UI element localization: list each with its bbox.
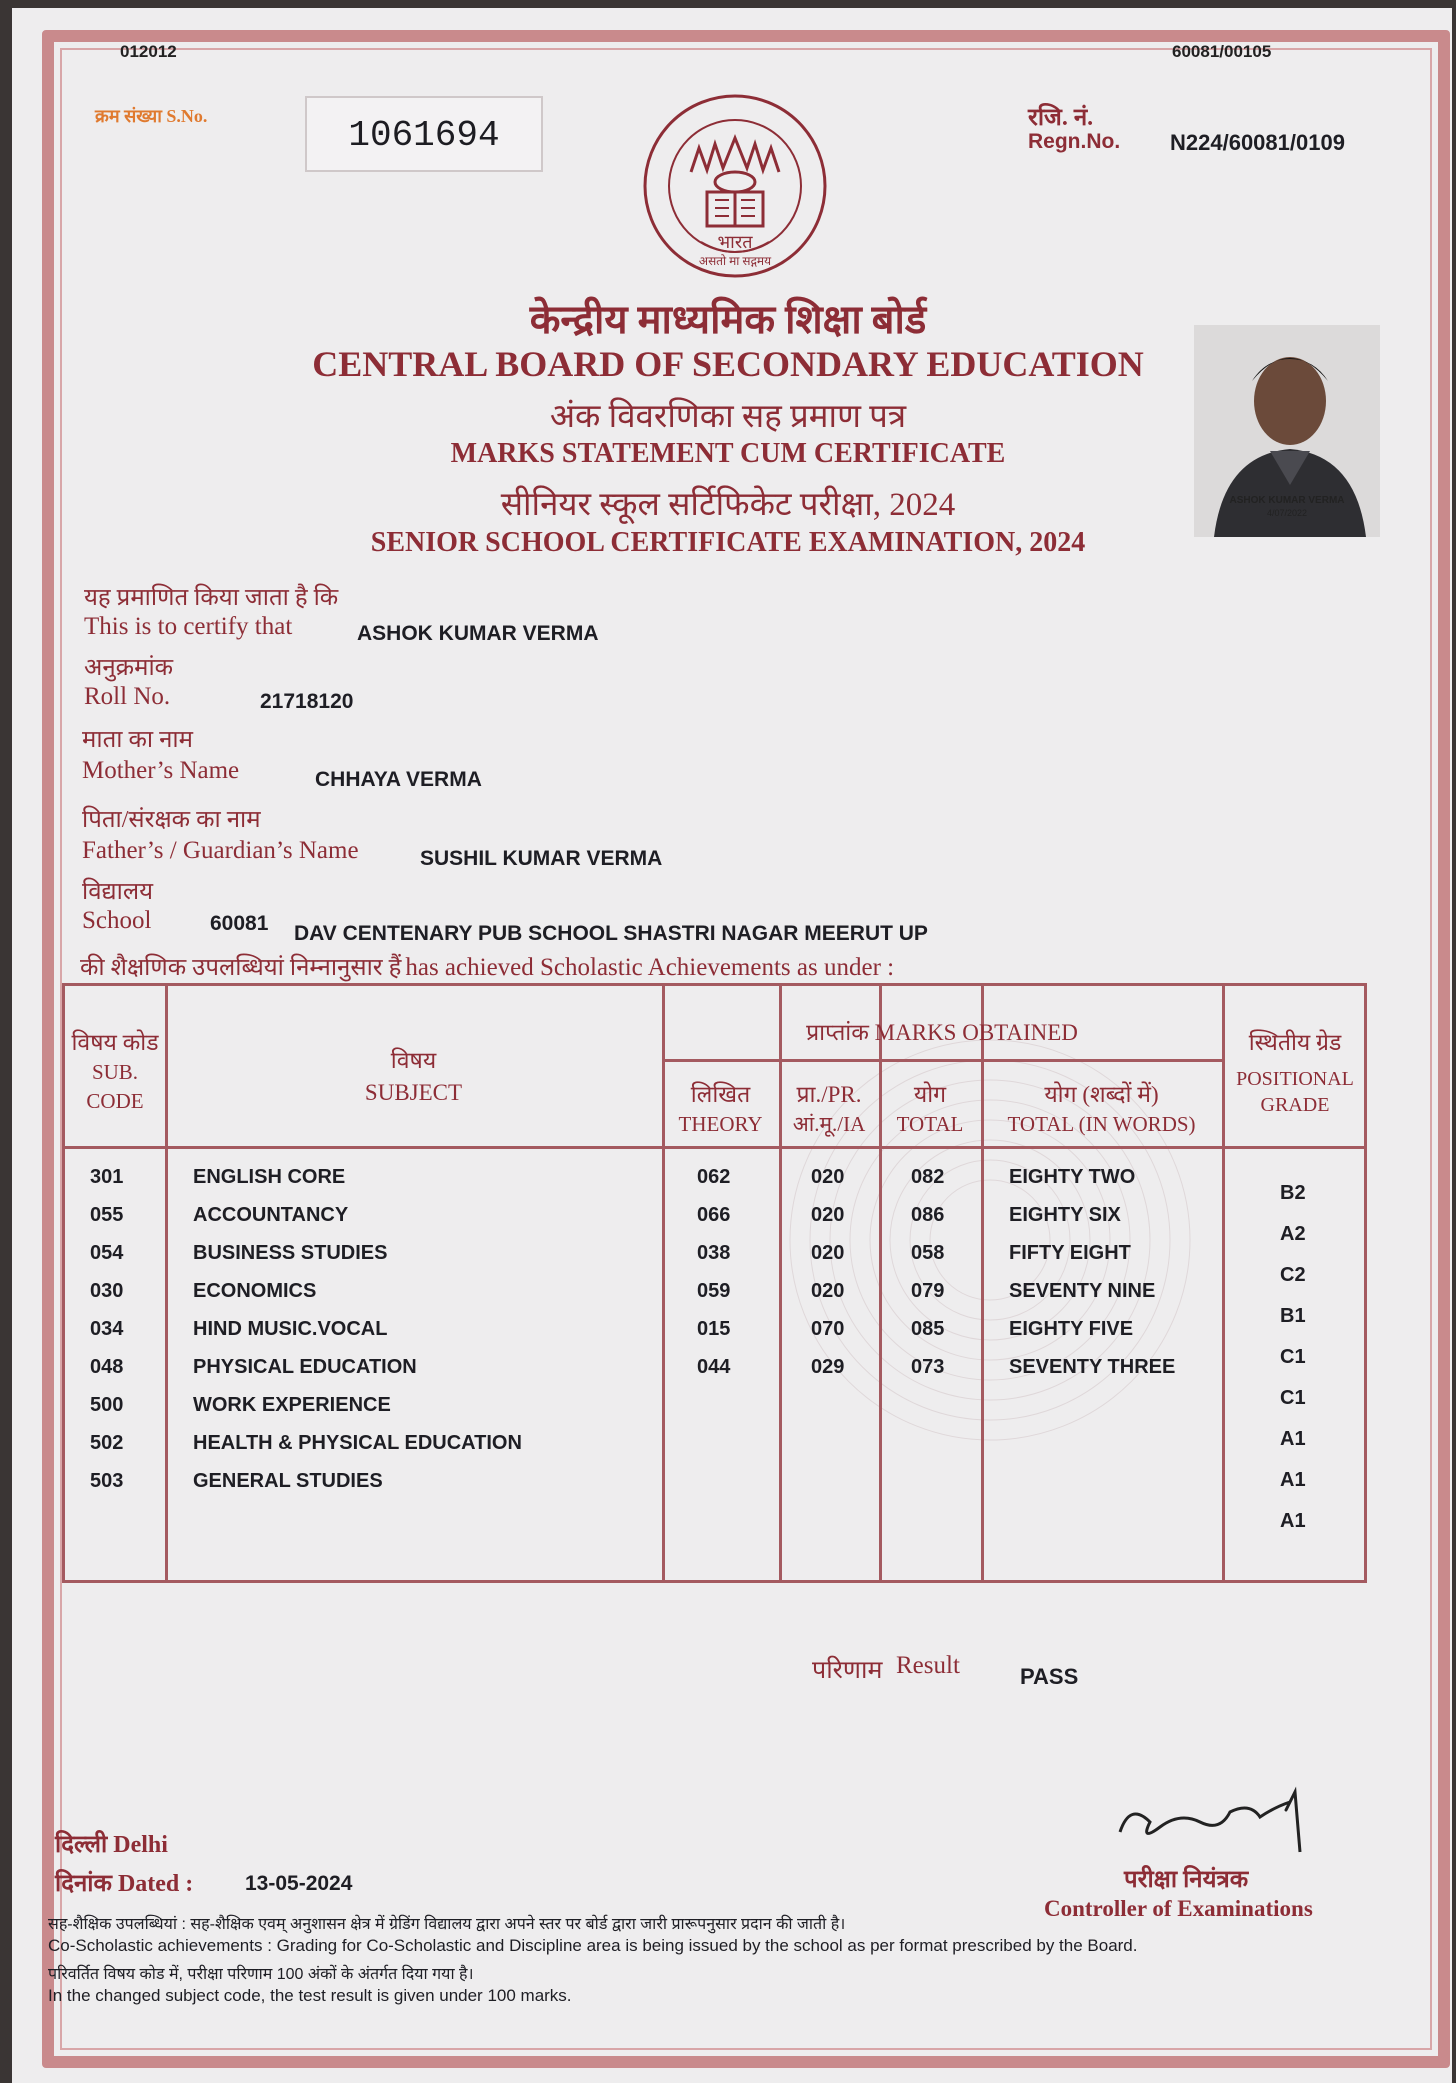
cell-grade: C1 [1280,1387,1306,1409]
board-name-hindi: केन्द्रीय माध्यमिक शिक्षा बोर्ड [529,297,927,342]
regn-label-en: Regn.No. [1028,130,1121,153]
serial-label: क्रम संख्या S.No. [95,106,208,126]
table-row [65,1432,1225,1462]
seal-text-bottom: भारत [717,232,753,252]
cell-theory: 015 [697,1318,731,1340]
cell-total: 058 [911,1242,945,1264]
cell-pr: 020 [811,1242,845,1264]
serial-number: 1061694 [305,96,543,172]
cell-grade: C1 [1280,1346,1306,1368]
mother-label-en: Mother’s Name [82,757,240,784]
table-row [65,1166,1225,1196]
cell-total: 086 [911,1204,945,1226]
cell-subject: ACCOUNTANCY [193,1204,349,1226]
place-en: Delhi [113,1832,168,1858]
cell-grade: B2 [1280,1182,1306,1204]
cell-words: SEVENTY NINE [1009,1280,1156,1302]
table-row [65,1242,1225,1272]
cell-code: 055 [90,1204,124,1226]
achieved-en: has achieved Scholastic Achievements as under : [405,954,895,981]
cell-code: 502 [90,1432,124,1454]
cell-pr: 020 [811,1280,845,1302]
cell-theory: 038 [697,1242,731,1264]
achieved-hi: की शैक्षणिक उपलब्धियां निम्नानुसार हैं [80,955,402,981]
table-row [65,1470,1225,1500]
roll-label-en: Roll No. [84,683,171,710]
board-name-english: CENTRAL BOARD OF SECONDARY EDUCATION [312,344,1144,384]
cell-subject: WORK EXPERIENCE [193,1394,391,1416]
regn-label-hi: रजि. नं. [1028,105,1094,131]
dated-en: Dated : [117,1871,194,1897]
marks-table [62,983,1367,1583]
top-left-code: 012012 [120,42,177,61]
cell-grade: A1 [1280,1510,1306,1532]
school-name: DAV CENTENARY PUB SCHOOL SHASTRI NAGAR MEERUT UP [294,922,928,945]
cell-theory: 062 [697,1166,731,1188]
cell-subject: BUSINESS STUDIES [193,1242,388,1264]
cell-total: 085 [911,1318,945,1340]
father-name: SUSHIL KUMAR VERMA [420,847,663,870]
cell-subject: ENGLISH CORE [193,1166,346,1188]
cell-pr: 029 [811,1356,845,1378]
mother-name: CHHAYA VERMA [315,768,482,791]
cell-words: FIFTY EIGHT [1009,1242,1131,1264]
table-row [65,1318,1225,1348]
cell-subject: ECONOMICS [193,1280,317,1302]
photo-caption-name: ASHOK KUMAR VERMA [1229,495,1345,506]
cell-code: 301 [90,1166,124,1188]
certificate-title-english: MARKS STATEMENT CUM CERTIFICATE [450,438,1006,469]
cell-total: 082 [911,1166,945,1188]
controller-en: Controller of Examinations [1044,1896,1313,1921]
header-code-en: SUB. CODE [86,1060,144,1113]
header-subject-hi: विषय [390,1048,437,1073]
certificate-title-hindi: अंक विवरणिका सह प्रमाण पत्र [549,399,907,435]
candidate-name: ASHOK KUMAR VERMA [357,622,599,645]
header-total-en: TOTAL [896,1112,964,1136]
cell-pr: 020 [811,1166,845,1188]
achievement-line [80,950,894,983]
note-co-scholastic-en: Co-Scholastic achievements : Grading for Co-Scholastic and Discipline area is being issued by the school as per format prescribed by the Board. [48,1936,1138,1955]
cell-theory: 059 [697,1280,731,1302]
header-theory-hi: लिखित [690,1082,751,1107]
cell-words: SEVENTY THREE [1009,1356,1176,1378]
table-row [65,1394,1225,1424]
issue-date: 13-05-2024 [245,1872,353,1895]
roll-label-hi: अनुक्रमांक [84,655,174,681]
top-right-code: 60081/00105 [1172,42,1272,61]
result-value: PASS [1020,1664,1079,1689]
cell-code: 503 [90,1470,124,1492]
cell-subject: HIND MUSIC.VOCAL [193,1318,388,1340]
dated-line [55,1866,193,1899]
header-subject-en: SUBJECT [364,1080,463,1105]
cell-theory: 044 [697,1356,731,1378]
header-total-hi: योग [913,1082,947,1107]
cell-subject: GENERAL STUDIES [193,1470,383,1492]
school-label-hi: विद्यालय [82,879,154,905]
header-grade-hi: स्थितीय ग्रेड [1248,1030,1342,1055]
photo-caption-date: 4/07/2022 [1266,508,1308,518]
mother-label-hi: माता का नाम [82,727,193,753]
header-pr-en: आं.मू./IA [792,1112,866,1136]
header-code-hi: विषय कोड [71,1030,159,1055]
cell-subject: HEALTH & PHYSICAL EDUCATION [193,1432,522,1454]
cell-code: 030 [90,1280,124,1302]
cell-total: 073 [911,1356,945,1378]
table-row [65,1204,1225,1234]
result-label-en: Result [896,1652,960,1679]
cell-code: 034 [90,1318,124,1340]
cell-code: 500 [90,1394,124,1416]
cell-pr: 020 [811,1204,845,1226]
cell-words: EIGHTY SIX [1009,1204,1121,1226]
cell-grade: A2 [1280,1223,1306,1245]
header-marks-obtained: प्राप्तांक MARKS OBTAINED [806,1020,1078,1045]
cell-theory: 066 [697,1204,731,1226]
header-words-en: TOTAL (IN WORDS) [1007,1112,1196,1136]
header-theory-en: THEORY [678,1112,763,1136]
controller-hi: परीक्षा नियंत्रक [1124,1867,1249,1893]
cell-grade: A1 [1280,1428,1306,1450]
regn-number: N224/60081/0109 [1170,130,1345,155]
table-row [65,1356,1225,1386]
cell-total: 079 [911,1280,945,1302]
header-pr-hi: प्रा./PR. [796,1082,862,1107]
controller-signature-icon [1110,1772,1320,1862]
exam-title-english: SENIOR SCHOOL CERTIFICATE EXAMINATION, 2024 [370,527,1086,558]
cell-words: EIGHTY TWO [1009,1166,1136,1188]
roll-number: 21718120 [260,690,354,713]
cell-grade: B1 [1280,1305,1306,1327]
header-words-hi: योग (शब्दों में) [1044,1082,1159,1107]
dated-hi: दिनांक [55,1871,112,1897]
cell-pr: 070 [811,1318,845,1340]
school-code: 60081 [210,912,269,935]
cell-words: EIGHTY FIVE [1009,1318,1134,1340]
exam-title-hindi: सीनियर स्कूल सर्टिफिकेट परीक्षा, 2024 [500,487,956,523]
note-changed-code-en: In the changed subject code, the test result is given under 100 marks. [48,1986,572,2005]
certify-label-hi: यह प्रमाणित किया जाता है कि [84,585,339,611]
note-co-scholastic-hi: सह-शैक्षिक उपलब्धियां : सह-शैक्षिक एवम् अनुशासन क्षेत्र में ग्रेडिंग विद्यालय द्वारा अपने स्तर पर बोर्ड द्वारा जारी प्रारूपनुसार प्रदान की जाती है। [48,1916,846,1933]
father-label-en: Father’s / Guardian’s Name [82,837,359,864]
cell-code: 048 [90,1356,124,1378]
table-row [65,1280,1225,1310]
certify-label-en: This is to certify that [84,613,293,640]
seal-motto: असतो मा सद्गमय [698,254,772,268]
header-grade-en: POSITIONAL GRADE [1236,1068,1354,1116]
cell-code: 054 [90,1242,124,1264]
cell-grade: C2 [1280,1264,1306,1286]
school-label-en: School [82,907,152,934]
place-line [55,1827,168,1860]
father-label-hi: पिता/संरक्षक का नाम [82,807,261,833]
place-hi: दिल्ली [55,1832,108,1858]
result-label-hi: परिणाम [812,1657,883,1684]
note-changed-code-hi: परिवर्तित विषय कोड में, परीक्षा परिणाम 100 अंकों के अंतर्गत दिया गया है। [48,1966,474,1983]
cell-grade: A1 [1280,1469,1306,1491]
cell-subject: PHYSICAL EDUCATION [193,1356,417,1378]
